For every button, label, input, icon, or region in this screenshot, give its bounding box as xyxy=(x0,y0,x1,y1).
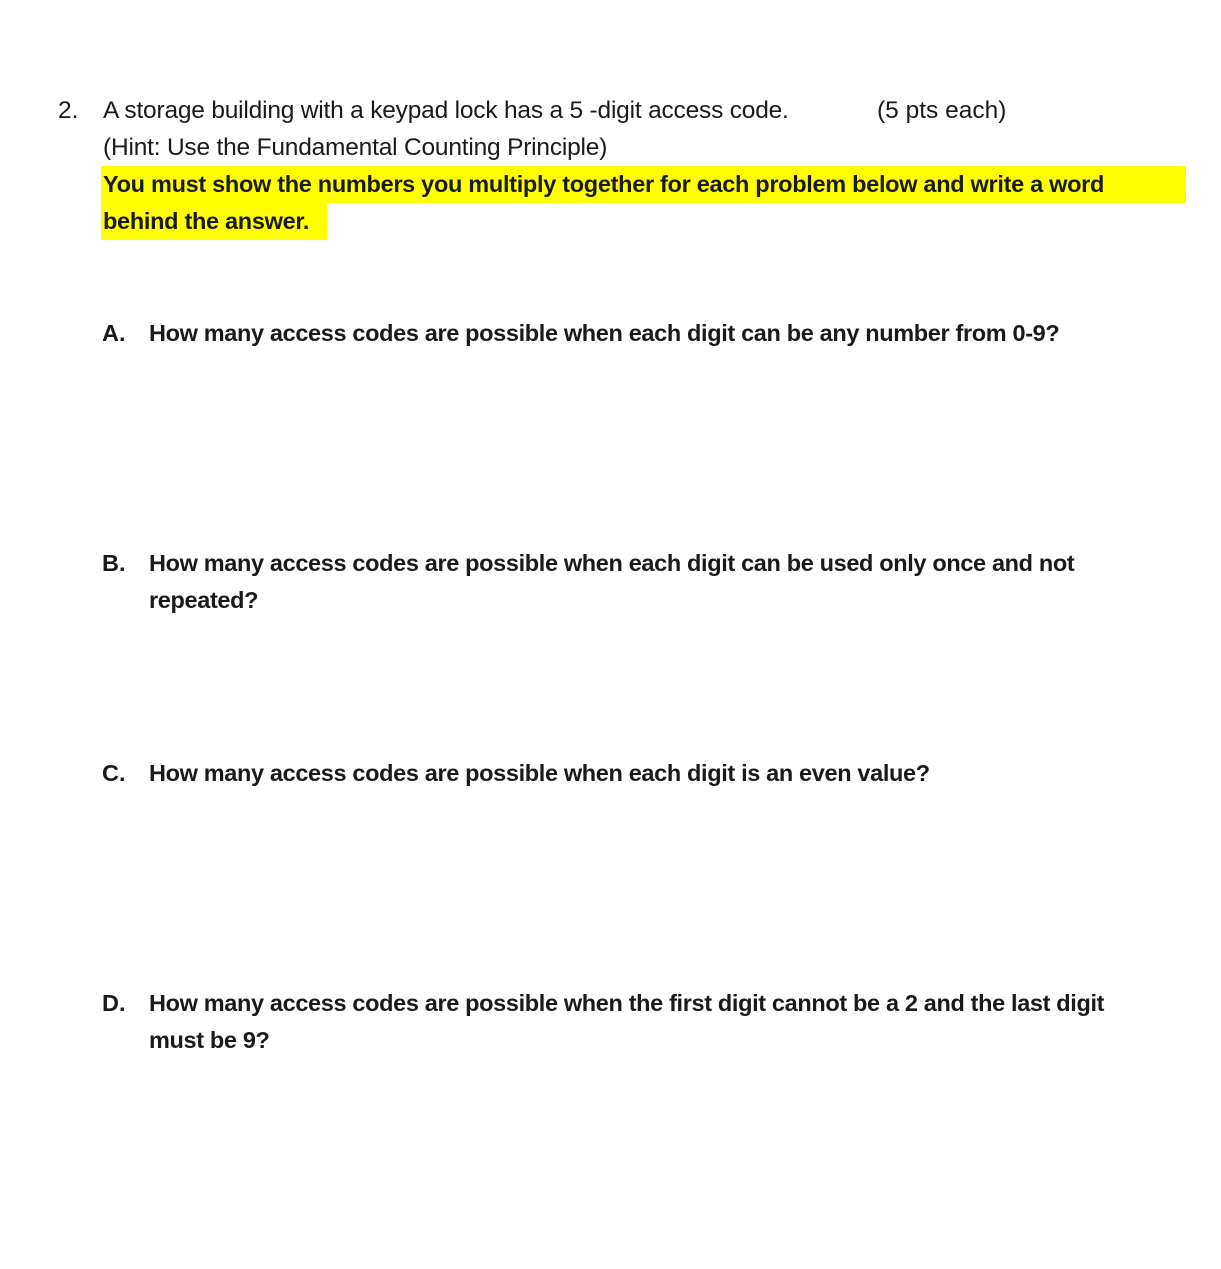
question-d-letter: D. xyxy=(102,990,126,1016)
problem-statement: A storage building with a keypad lock has a 5 -digit access code. xyxy=(103,97,789,124)
question-a-text: How many access codes are possible when each digit can be any number from 0-9? xyxy=(149,320,1060,346)
question-d-text-line-2: must be 9? xyxy=(149,1027,270,1053)
question-d-text-line-1: How many access codes are possible when the first digit cannot be a 2 and the last digit xyxy=(149,990,1105,1016)
highlighted-instruction-line-2: behind the answer. xyxy=(101,203,327,240)
question-c-text: How many access codes are possible when each digit is an even value? xyxy=(149,760,930,786)
points-label: (5 pts each) xyxy=(877,97,1007,124)
hint-text: (Hint: Use the Fundamental Counting Principle) xyxy=(103,134,608,161)
highlighted-instruction-line-1: You must show the numbers you multiply together for each problem below and write a word xyxy=(101,166,1186,203)
question-b-letter: B. xyxy=(102,550,126,576)
question-b-text-line-1: How many access codes are possible when each digit can be used only once and not xyxy=(149,550,1075,576)
question-a-letter: A. xyxy=(102,320,126,346)
question-b-text-line-2: repeated? xyxy=(149,587,259,613)
problem-number: 2. xyxy=(58,97,79,124)
question-c-letter: C. xyxy=(102,760,126,786)
